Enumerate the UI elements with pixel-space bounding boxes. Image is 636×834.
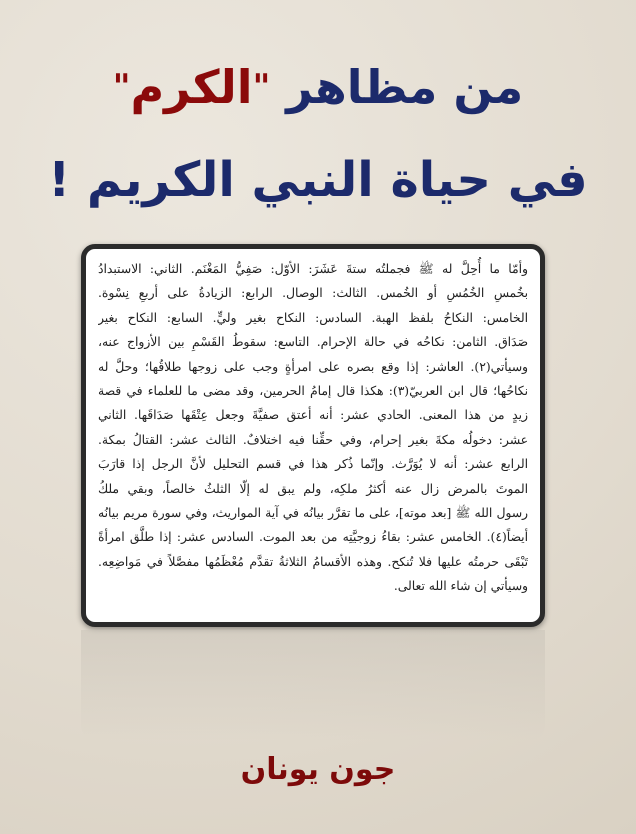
quote-close: " [112, 67, 131, 107]
title-prefix: من مظاهر [286, 60, 524, 114]
excerpt-line: صَدَاق. الثامن: نكاحُه في حالة الإحرام. التاسع: سقوطُ القَسْمِ بين الأزواج عنه، [98, 335, 528, 350]
excerpt-line: نكاحُها؛ قال ابن العربيّ(٣): هكذا قال إمامُ الحرمين، وقد مضى ما للعلماء في قصة [98, 384, 528, 399]
excerpt-line: تَبْقَى حرمتُه عليها فلا تُنكح. وهذه الأقسامُ الثلاثةُ تقدَّم مُعْظَمُها مفصَّلاً في مَواضِعِه. [98, 554, 528, 569]
excerpt-line: وأمّا ما أُحِلَّ له ﷺ فجملتُه ستةَ عَشَرَ: الأوّل: صَفِيُّ المَغْنَم. الثاني: الاستبدادُ [98, 262, 528, 276]
excerpt-line: أيضاً(٤). الخامس عشر: بقاءُ زوجيَّتِه من بعد الموت. السادس عشر: إذا طلَّق امرأةً [98, 530, 528, 545]
title-line-2: في حياة النبي الكريم ! [48, 152, 588, 208]
quote-open: " [252, 67, 271, 107]
excerpt-line: الرابع عشر: أنه لا يُوَرَّث. وإنّما ذُكر هذا في قسم التحليل لأنَّ الرجل إذا قارَبَ [98, 457, 528, 472]
page-reflection [81, 630, 545, 740]
excerpt-line: الخامس: النكاحُ بلفظ الهبة. السادس: النكاح بغير وليٍّ. السابع: النكاح بغير [98, 310, 528, 325]
excerpt-line: بخُمسِ الخُمُسِ أو الخُمس. الثالث: الوصال. الرابع: الزيادةُ على أربعِ نِسْوة. [98, 286, 528, 301]
title-highlight: الكرم [130, 60, 253, 114]
excerpt-line: زيدٍ من هذا المعنى. الحادي عشر: أنه أعتق صفيَّةَ وجعل عِتْقَها صَدَاقَها. الثاني [98, 408, 528, 423]
author-name: جون يونان [240, 752, 396, 787]
excerpt-line: عشر: دخولُه مكةَ بغير إحرام، وفي حقِّنا فيه اختلافٌ. الثالث عشر: القتالُ بمكة. [98, 432, 528, 447]
title-line-1 [0, 52, 636, 122]
excerpt-line: وسيأتي إن شاء الله تعالى. [393, 579, 528, 594]
excerpt-line: وسيأتي(٢). العاشر: إذا وقع بصره على امرأةٍ وجب على زوجها طلاقُها؛ وحلَّ له [98, 359, 528, 374]
excerpt-page [81, 244, 545, 627]
excerpt-line: الموتَ بالمرض زال عنه أكثرُ ملكِه، ولم يبق له إلّا الثلثُ خالصاً، وبقي ملكُ [98, 481, 528, 496]
excerpt-line: رسول الله ﷺ [بعد موته]، على ما تقرَّر بيانُه في آية المواريث، وفي سورة مريم بيانُه [98, 506, 528, 521]
